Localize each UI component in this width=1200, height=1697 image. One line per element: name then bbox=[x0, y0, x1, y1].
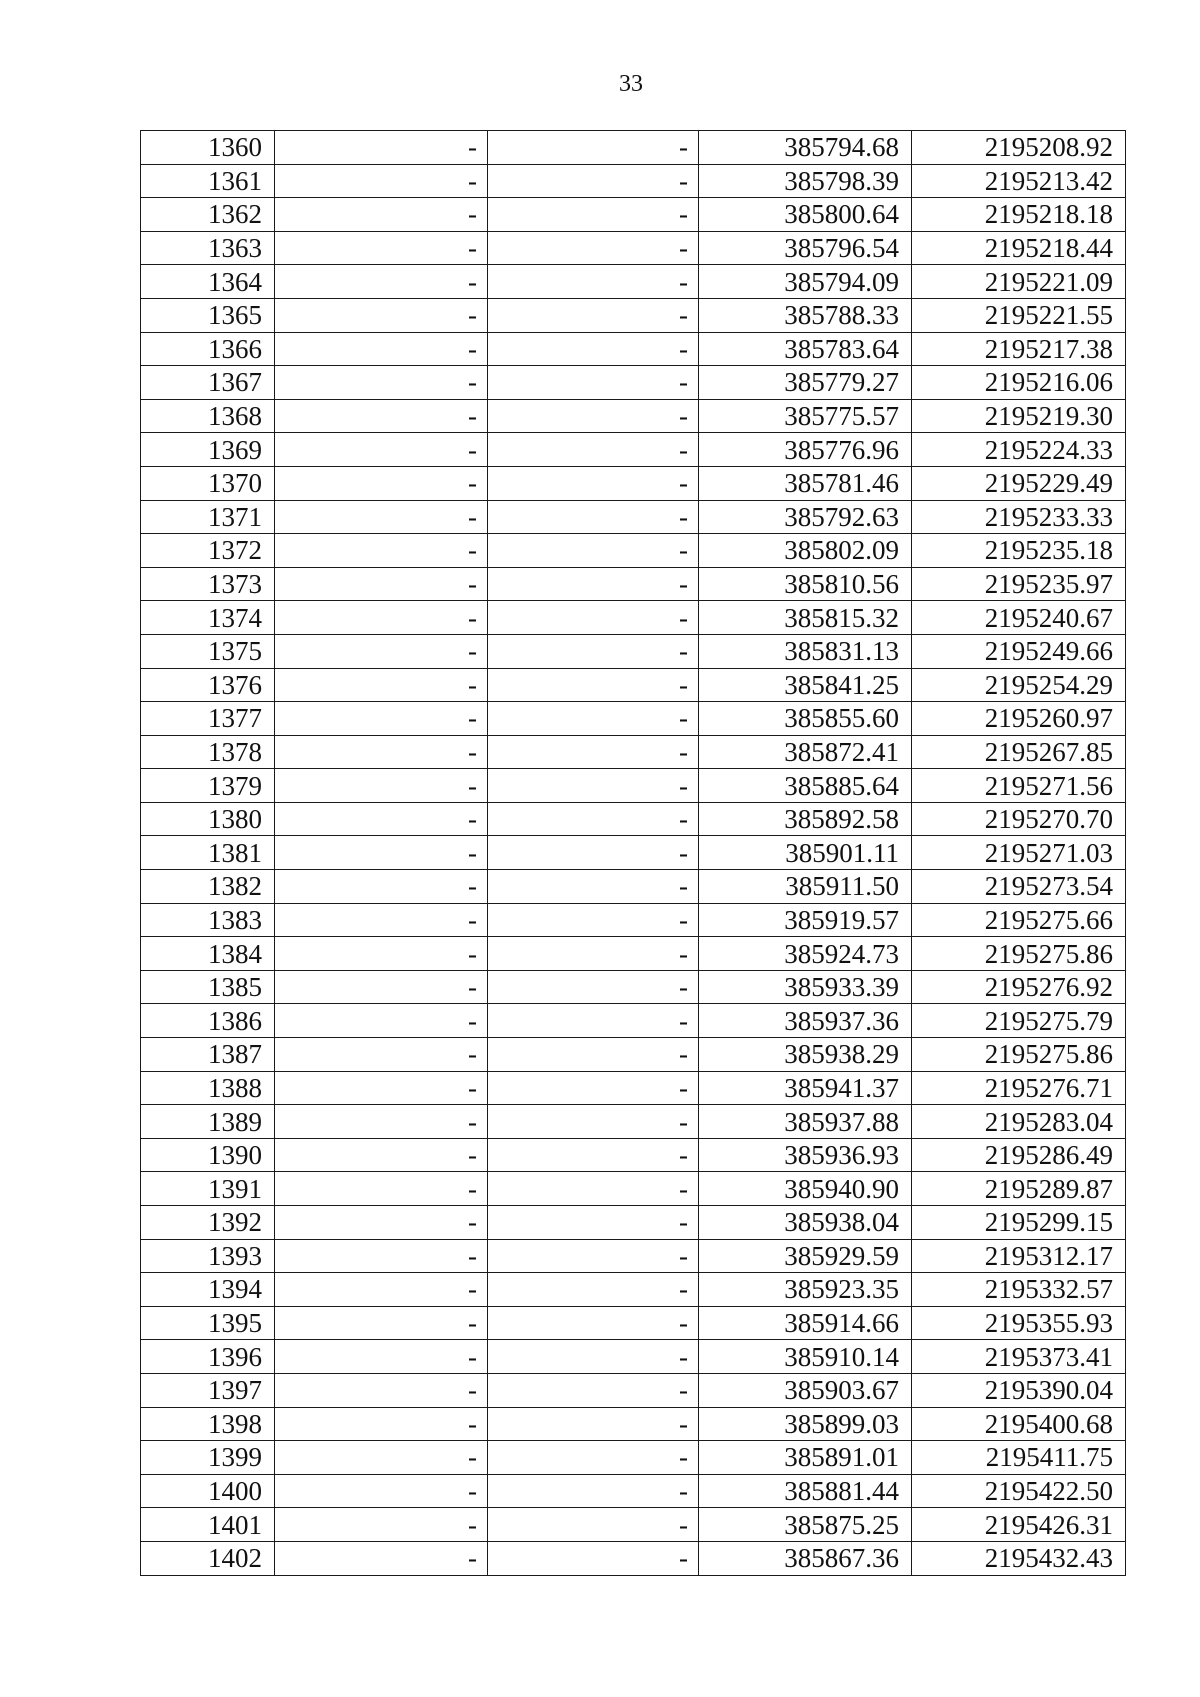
table-cell: 2195390.04 bbox=[912, 1373, 1126, 1407]
table-cell: - bbox=[488, 1407, 699, 1441]
table-cell: - bbox=[275, 1508, 488, 1542]
table-row bbox=[141, 1508, 1126, 1542]
table-row bbox=[141, 769, 1126, 803]
table-row bbox=[141, 298, 1126, 332]
table-cell: 2195249.66 bbox=[912, 634, 1126, 668]
table-cell: - bbox=[275, 836, 488, 870]
table-cell: - bbox=[275, 399, 488, 433]
table-row bbox=[141, 1138, 1126, 1172]
table-cell: 2195299.15 bbox=[912, 1206, 1126, 1240]
table-cell: - bbox=[275, 903, 488, 937]
table-cell: - bbox=[488, 500, 699, 534]
table-cell: - bbox=[488, 164, 699, 198]
table-cell: - bbox=[275, 466, 488, 500]
table-cell: 1383 bbox=[141, 903, 275, 937]
table-cell: 385914.66 bbox=[699, 1306, 912, 1340]
table-cell: 2195400.68 bbox=[912, 1407, 1126, 1441]
table-cell: 385776.96 bbox=[699, 433, 912, 467]
table-cell: 385911.50 bbox=[699, 870, 912, 904]
table-cell: 2195217.38 bbox=[912, 332, 1126, 366]
table-cell: 1377 bbox=[141, 702, 275, 736]
table-cell: - bbox=[275, 1004, 488, 1038]
table-cell: - bbox=[275, 1239, 488, 1273]
table-cell: 385938.29 bbox=[699, 1038, 912, 1072]
table-cell: - bbox=[488, 1239, 699, 1273]
table-cell: 1373 bbox=[141, 567, 275, 601]
table-cell: - bbox=[488, 1340, 699, 1374]
table-cell: - bbox=[488, 567, 699, 601]
table-row bbox=[141, 231, 1126, 265]
table-cell: 2195219.30 bbox=[912, 399, 1126, 433]
table-cell: 385941.37 bbox=[699, 1071, 912, 1105]
table-cell: 1392 bbox=[141, 1206, 275, 1240]
table-cell: - bbox=[488, 634, 699, 668]
table-cell: 1362 bbox=[141, 198, 275, 232]
table-cell: 2195411.75 bbox=[912, 1441, 1126, 1475]
table-cell: - bbox=[275, 1441, 488, 1475]
table-cell: 385936.93 bbox=[699, 1138, 912, 1172]
table-cell: - bbox=[275, 1071, 488, 1105]
table-cell: - bbox=[275, 534, 488, 568]
table-cell: 2195267.85 bbox=[912, 735, 1126, 769]
table-cell: - bbox=[488, 131, 699, 165]
table-cell: 385867.36 bbox=[699, 1541, 912, 1575]
table-cell: 385940.90 bbox=[699, 1172, 912, 1206]
table-row bbox=[141, 903, 1126, 937]
table-cell: 2195270.70 bbox=[912, 802, 1126, 836]
table-cell: - bbox=[275, 265, 488, 299]
table-cell: - bbox=[488, 903, 699, 937]
table-cell: 385929.59 bbox=[699, 1239, 912, 1273]
table-cell: - bbox=[488, 601, 699, 635]
table-cell: - bbox=[488, 836, 699, 870]
table-cell: - bbox=[275, 500, 488, 534]
table-cell: - bbox=[275, 668, 488, 702]
table-cell: 385855.60 bbox=[699, 702, 912, 736]
table-cell: 385788.33 bbox=[699, 298, 912, 332]
table-row bbox=[141, 634, 1126, 668]
table-cell: 2195233.33 bbox=[912, 500, 1126, 534]
table-cell: 385800.64 bbox=[699, 198, 912, 232]
table-cell: 2195208.92 bbox=[912, 131, 1126, 165]
table-cell: 1395 bbox=[141, 1306, 275, 1340]
table-cell: 385783.64 bbox=[699, 332, 912, 366]
table-cell: 1396 bbox=[141, 1340, 275, 1374]
table-row bbox=[141, 1004, 1126, 1038]
table-cell: - bbox=[275, 1407, 488, 1441]
table-cell: - bbox=[275, 332, 488, 366]
table-cell: 385798.39 bbox=[699, 164, 912, 198]
table-row bbox=[141, 1105, 1126, 1139]
table-cell: - bbox=[275, 298, 488, 332]
table-cell: - bbox=[275, 702, 488, 736]
table-cell: - bbox=[275, 231, 488, 265]
table-cell: - bbox=[488, 399, 699, 433]
table-cell: - bbox=[275, 1172, 488, 1206]
table-cell: 1382 bbox=[141, 870, 275, 904]
table-cell: - bbox=[275, 735, 488, 769]
table-cell: 2195332.57 bbox=[912, 1273, 1126, 1307]
table-cell: - bbox=[275, 634, 488, 668]
table-row bbox=[141, 1071, 1126, 1105]
table-cell: 385775.57 bbox=[699, 399, 912, 433]
table-cell: 1384 bbox=[141, 937, 275, 971]
table-cell: 385938.04 bbox=[699, 1206, 912, 1240]
table-cell: - bbox=[275, 802, 488, 836]
table-row bbox=[141, 1373, 1126, 1407]
table-cell: 1381 bbox=[141, 836, 275, 870]
table-cell: 385937.88 bbox=[699, 1105, 912, 1139]
table-cell: 2195426.31 bbox=[912, 1508, 1126, 1542]
table-row bbox=[141, 1541, 1126, 1575]
table-cell: 385802.09 bbox=[699, 534, 912, 568]
table-cell: 2195275.79 bbox=[912, 1004, 1126, 1038]
table-cell: 385903.67 bbox=[699, 1373, 912, 1407]
table-row bbox=[141, 668, 1126, 702]
table-cell: 385841.25 bbox=[699, 668, 912, 702]
table-cell: 385881.44 bbox=[699, 1474, 912, 1508]
table-row bbox=[141, 1407, 1126, 1441]
table-cell: 2195221.55 bbox=[912, 298, 1126, 332]
table-cell: 2195275.86 bbox=[912, 937, 1126, 971]
table-cell: 2195216.06 bbox=[912, 366, 1126, 400]
table-row bbox=[141, 567, 1126, 601]
table-cell: 2195213.42 bbox=[912, 164, 1126, 198]
table-cell: - bbox=[488, 1172, 699, 1206]
table-cell: 2195271.56 bbox=[912, 769, 1126, 803]
table-row bbox=[141, 198, 1126, 232]
table-cell: 385892.58 bbox=[699, 802, 912, 836]
table-row bbox=[141, 466, 1126, 500]
table-cell: - bbox=[488, 1071, 699, 1105]
table-cell: 385792.63 bbox=[699, 500, 912, 534]
table-cell: 2195275.86 bbox=[912, 1038, 1126, 1072]
table-cell: 1399 bbox=[141, 1441, 275, 1475]
table-cell: - bbox=[488, 937, 699, 971]
table-cell: 1360 bbox=[141, 131, 275, 165]
table-cell: 1374 bbox=[141, 601, 275, 635]
table-cell: 1361 bbox=[141, 164, 275, 198]
table-cell: 1369 bbox=[141, 433, 275, 467]
table-cell: - bbox=[488, 802, 699, 836]
table-cell: 385810.56 bbox=[699, 567, 912, 601]
table-cell: 385910.14 bbox=[699, 1340, 912, 1374]
table-cell: 1375 bbox=[141, 634, 275, 668]
table-cell: - bbox=[488, 332, 699, 366]
table-cell: - bbox=[275, 433, 488, 467]
table-cell: 1390 bbox=[141, 1138, 275, 1172]
table-row bbox=[141, 1340, 1126, 1374]
table-row bbox=[141, 870, 1126, 904]
table-cell: - bbox=[488, 298, 699, 332]
table-cell: - bbox=[488, 534, 699, 568]
coordinate-table-container bbox=[140, 130, 1126, 1576]
table-row bbox=[141, 164, 1126, 198]
table-cell: - bbox=[488, 1105, 699, 1139]
table-cell: - bbox=[488, 1541, 699, 1575]
table-row bbox=[141, 802, 1126, 836]
table-cell: 385924.73 bbox=[699, 937, 912, 971]
coordinate-table bbox=[140, 130, 1126, 1576]
table-cell: - bbox=[488, 1373, 699, 1407]
table-cell: - bbox=[275, 1206, 488, 1240]
table-cell: 2195240.67 bbox=[912, 601, 1126, 635]
table-row bbox=[141, 534, 1126, 568]
table-cell: 2195355.93 bbox=[912, 1306, 1126, 1340]
table-cell: 2195283.04 bbox=[912, 1105, 1126, 1139]
table-row bbox=[141, 131, 1126, 165]
page-number: 33 bbox=[619, 71, 643, 97]
table-row bbox=[141, 433, 1126, 467]
table-cell: 2195229.49 bbox=[912, 466, 1126, 500]
table-cell: - bbox=[488, 1004, 699, 1038]
table-cell: - bbox=[275, 1474, 488, 1508]
table-cell: 1379 bbox=[141, 769, 275, 803]
table-cell: 1385 bbox=[141, 970, 275, 1004]
table-cell: - bbox=[275, 1340, 488, 1374]
table-cell: 385794.68 bbox=[699, 131, 912, 165]
table-cell: 385781.46 bbox=[699, 466, 912, 500]
table-row bbox=[141, 500, 1126, 534]
table-cell: 2195275.66 bbox=[912, 903, 1126, 937]
table-cell: 385923.35 bbox=[699, 1273, 912, 1307]
table-cell: 385937.36 bbox=[699, 1004, 912, 1038]
table-row bbox=[141, 332, 1126, 366]
table-row bbox=[141, 265, 1126, 299]
table-cell: 1376 bbox=[141, 668, 275, 702]
table-cell: 1394 bbox=[141, 1273, 275, 1307]
table-cell: 2195271.03 bbox=[912, 836, 1126, 870]
table-row bbox=[141, 937, 1126, 971]
table-cell: 385891.01 bbox=[699, 1441, 912, 1475]
table-cell: 385919.57 bbox=[699, 903, 912, 937]
table-cell: - bbox=[488, 668, 699, 702]
table-cell: - bbox=[488, 735, 699, 769]
table-cell: 1391 bbox=[141, 1172, 275, 1206]
table-cell: 2195221.09 bbox=[912, 265, 1126, 299]
table-cell: - bbox=[488, 433, 699, 467]
table-cell: 2195373.41 bbox=[912, 1340, 1126, 1374]
table-cell: 2195286.49 bbox=[912, 1138, 1126, 1172]
table-cell: 1387 bbox=[141, 1038, 275, 1072]
table-cell: 2195432.43 bbox=[912, 1541, 1126, 1575]
table-cell: - bbox=[488, 1038, 699, 1072]
table-cell: - bbox=[488, 1273, 699, 1307]
table-cell: 1401 bbox=[141, 1508, 275, 1542]
table-cell: - bbox=[488, 970, 699, 1004]
table-cell: - bbox=[488, 870, 699, 904]
table-cell: 1386 bbox=[141, 1004, 275, 1038]
table-cell: 1366 bbox=[141, 332, 275, 366]
table-cell: 1372 bbox=[141, 534, 275, 568]
table-cell: - bbox=[275, 366, 488, 400]
table-row bbox=[141, 1239, 1126, 1273]
table-cell: - bbox=[275, 164, 488, 198]
table-cell: 1389 bbox=[141, 1105, 275, 1139]
table-cell: - bbox=[488, 1206, 699, 1240]
table-cell: 1371 bbox=[141, 500, 275, 534]
table-cell: 1400 bbox=[141, 1474, 275, 1508]
table-cell: - bbox=[275, 1105, 488, 1139]
table-cell: 1365 bbox=[141, 298, 275, 332]
table-cell: 2195289.87 bbox=[912, 1172, 1126, 1206]
table-cell: 1364 bbox=[141, 265, 275, 299]
table-row bbox=[141, 735, 1126, 769]
table-cell: - bbox=[275, 1541, 488, 1575]
table-cell: 2195312.17 bbox=[912, 1239, 1126, 1273]
table-cell: 385899.03 bbox=[699, 1407, 912, 1441]
table-cell: 1402 bbox=[141, 1541, 275, 1575]
table-cell: 385901.11 bbox=[699, 836, 912, 870]
table-cell: - bbox=[275, 1373, 488, 1407]
table-cell: 1393 bbox=[141, 1239, 275, 1273]
table-row bbox=[141, 702, 1126, 736]
table-cell: - bbox=[488, 231, 699, 265]
table-cell: - bbox=[488, 769, 699, 803]
table-cell: 2195422.50 bbox=[912, 1474, 1126, 1508]
table-row bbox=[141, 1474, 1126, 1508]
table-cell: - bbox=[488, 1508, 699, 1542]
table-cell: - bbox=[275, 131, 488, 165]
table-cell: 385875.25 bbox=[699, 1508, 912, 1542]
table-cell: - bbox=[275, 1306, 488, 1340]
table-cell: 385794.09 bbox=[699, 265, 912, 299]
table-cell: - bbox=[488, 1474, 699, 1508]
table-cell: - bbox=[488, 702, 699, 736]
table-cell: - bbox=[488, 366, 699, 400]
table-cell: 1380 bbox=[141, 802, 275, 836]
table-row bbox=[141, 399, 1126, 433]
table-cell: 2195254.29 bbox=[912, 668, 1126, 702]
table-cell: - bbox=[275, 1138, 488, 1172]
table-cell: 385831.13 bbox=[699, 634, 912, 668]
table-cell: 1397 bbox=[141, 1373, 275, 1407]
table-cell: 2195235.97 bbox=[912, 567, 1126, 601]
table-cell: 1370 bbox=[141, 466, 275, 500]
table-cell: - bbox=[488, 265, 699, 299]
table-cell: 2195218.44 bbox=[912, 231, 1126, 265]
table-row bbox=[141, 970, 1126, 1004]
table-cell: 1388 bbox=[141, 1071, 275, 1105]
table-cell: - bbox=[275, 970, 488, 1004]
table-row bbox=[141, 1306, 1126, 1340]
table-cell: 1367 bbox=[141, 366, 275, 400]
table-row bbox=[141, 1441, 1126, 1475]
table-cell: - bbox=[275, 567, 488, 601]
table-cell: 2195273.54 bbox=[912, 870, 1126, 904]
table-cell: 385779.27 bbox=[699, 366, 912, 400]
table-row bbox=[141, 1038, 1126, 1072]
table-cell: - bbox=[275, 937, 488, 971]
table-cell: - bbox=[275, 1038, 488, 1072]
table-cell: 385885.64 bbox=[699, 769, 912, 803]
table-cell: 385933.39 bbox=[699, 970, 912, 1004]
table-cell: 2195276.71 bbox=[912, 1071, 1126, 1105]
table-cell: - bbox=[275, 198, 488, 232]
table-cell: 385815.32 bbox=[699, 601, 912, 635]
coordinate-table-body bbox=[141, 131, 1126, 1576]
table-cell: 385872.41 bbox=[699, 735, 912, 769]
table-cell: 2195276.92 bbox=[912, 970, 1126, 1004]
table-cell: - bbox=[488, 466, 699, 500]
table-cell: - bbox=[488, 1138, 699, 1172]
table-cell: - bbox=[275, 601, 488, 635]
table-row bbox=[141, 1172, 1126, 1206]
table-cell: - bbox=[275, 870, 488, 904]
table-cell: - bbox=[488, 1306, 699, 1340]
table-cell: 385796.54 bbox=[699, 231, 912, 265]
table-cell: 2195224.33 bbox=[912, 433, 1126, 467]
table-cell: 1363 bbox=[141, 231, 275, 265]
table-row bbox=[141, 836, 1126, 870]
table-cell: 2195218.18 bbox=[912, 198, 1126, 232]
table-cell: - bbox=[275, 1273, 488, 1307]
table-row bbox=[141, 1206, 1126, 1240]
table-cell: 2195260.97 bbox=[912, 702, 1126, 736]
table-cell: 1398 bbox=[141, 1407, 275, 1441]
table-row bbox=[141, 601, 1126, 635]
table-cell: - bbox=[488, 198, 699, 232]
table-cell: 1368 bbox=[141, 399, 275, 433]
table-row bbox=[141, 1273, 1126, 1307]
table-cell: 1378 bbox=[141, 735, 275, 769]
table-cell: 2195235.18 bbox=[912, 534, 1126, 568]
table-cell: - bbox=[275, 769, 488, 803]
table-row bbox=[141, 366, 1126, 400]
table-cell: - bbox=[488, 1441, 699, 1475]
